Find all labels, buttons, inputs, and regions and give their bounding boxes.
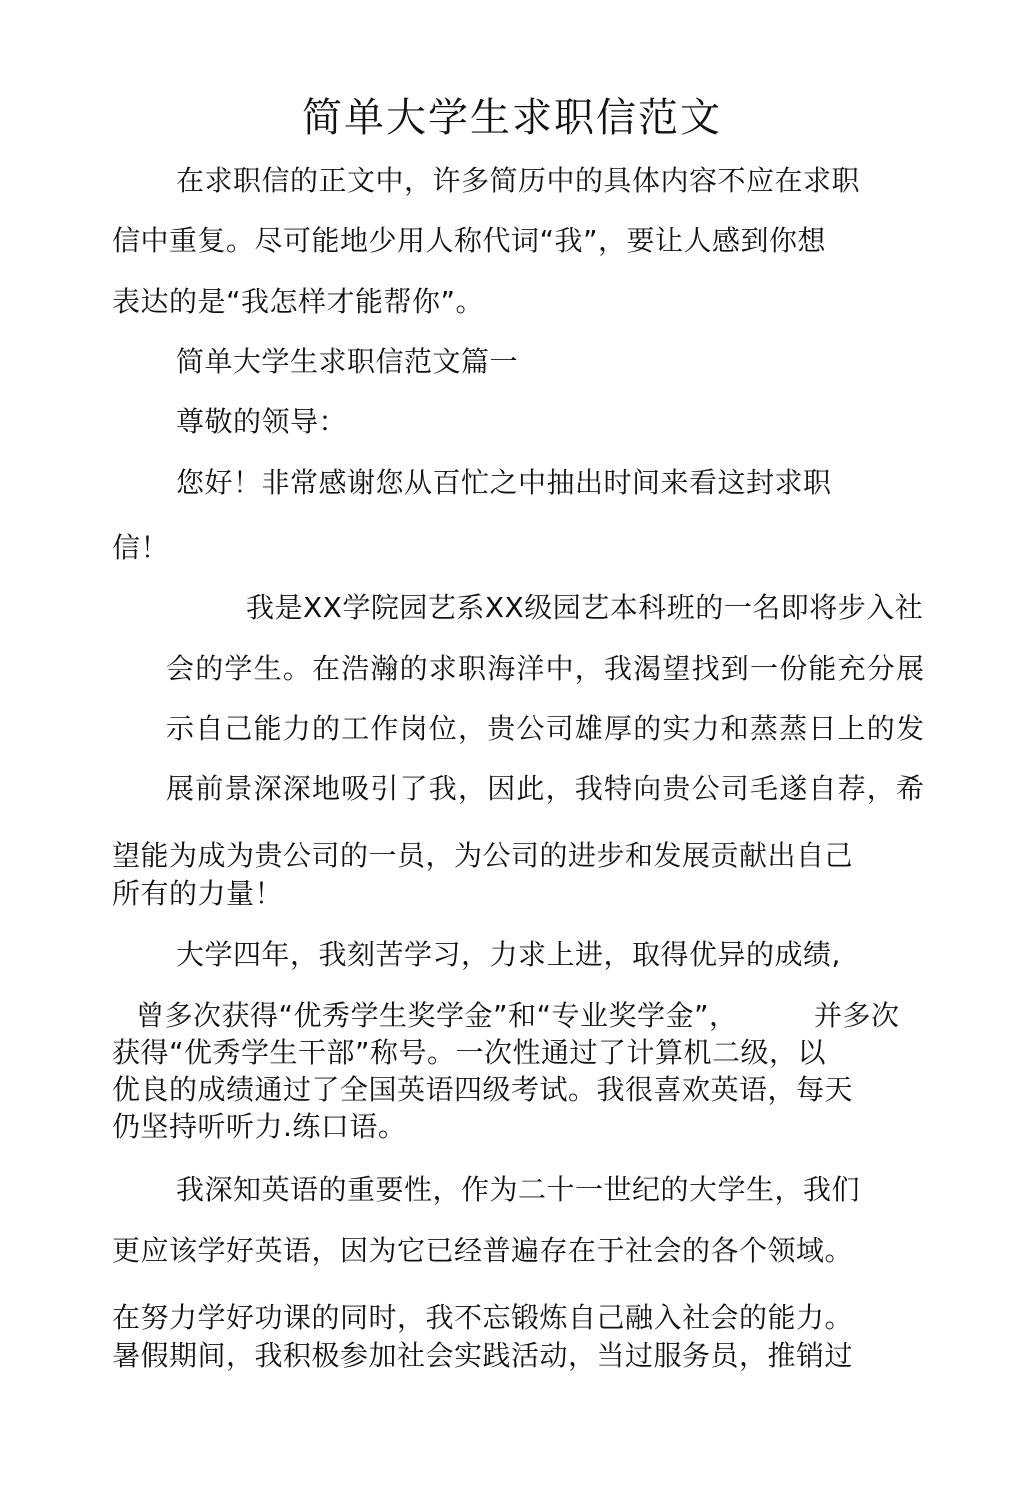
text-line: 仍坚持听听力.练口语。 <box>112 1110 407 1143</box>
text-line: 并多次 <box>814 999 900 1032</box>
text-line: 大学四年，我刻苦学习，力求上进，取得优异的成绩, <box>176 938 841 971</box>
text-line: 信中重复。尽可能地少用人称代词“我”，要让人感到你想 <box>112 224 827 257</box>
text-line: 优良的成绩通过了全国英语四级考试。我很喜欢英语，每天 <box>112 1073 854 1106</box>
document-title: 简单大学生求职信范文 <box>302 95 722 141</box>
text-line: 在求职信的正文中，许多简历中的具体内容不应在求职 <box>176 164 861 197</box>
text-line: 望能为成为贵公司的一员，为公司的进步和发展贡献出自己 <box>112 839 854 872</box>
section-heading: 简单大学生求职信范文篇一 <box>176 345 519 378</box>
text-line: 我深知英语的重要性，作为二十一世纪的大学生，我们 <box>176 1173 861 1206</box>
text-line: 暑假期间，我积极参加社会实践活动，当过服务员，推销过 <box>112 1339 854 1372</box>
text-line: 所有的力量！ <box>112 877 284 910</box>
text-line: 在努力学好功课的同时，我不忘锻炼自己融入社会的能力。 <box>112 1301 854 1334</box>
salutation: 尊敬的领导： <box>176 405 348 438</box>
text-line: 会的学生。在浩瀚的求职海洋中，我渴望找到一份能充分展 <box>166 652 926 685</box>
text-line: 我是XX学院园艺系XX级园艺本科班的一名即将步入社 <box>246 591 924 624</box>
text-line: 展前景深深地吸引了我，因此，我特向贵公司毛遂自荐，希 <box>166 772 926 805</box>
text-line: 更应该学好英语，因为它已经普遍存在于社会的各个领域。 <box>112 1234 854 1267</box>
text-line: 获得“优秀学生干部”称号。一次性通过了计算机二级，以 <box>112 1036 827 1069</box>
text-line: 示自己能力的工作岗位，贵公司雄厚的实力和蒸蒸日上的发 <box>166 712 926 745</box>
text-line: 您好！非常感谢您从百忙之中抽出时间来看这封求职 <box>176 466 832 499</box>
text-line: 曾多次获得“优秀学生奖学金”和“专业奖学金”， <box>136 999 738 1032</box>
text-line: 表达的是“我怎样才能帮你”。 <box>112 285 485 318</box>
text-line: 信！ <box>112 531 170 564</box>
